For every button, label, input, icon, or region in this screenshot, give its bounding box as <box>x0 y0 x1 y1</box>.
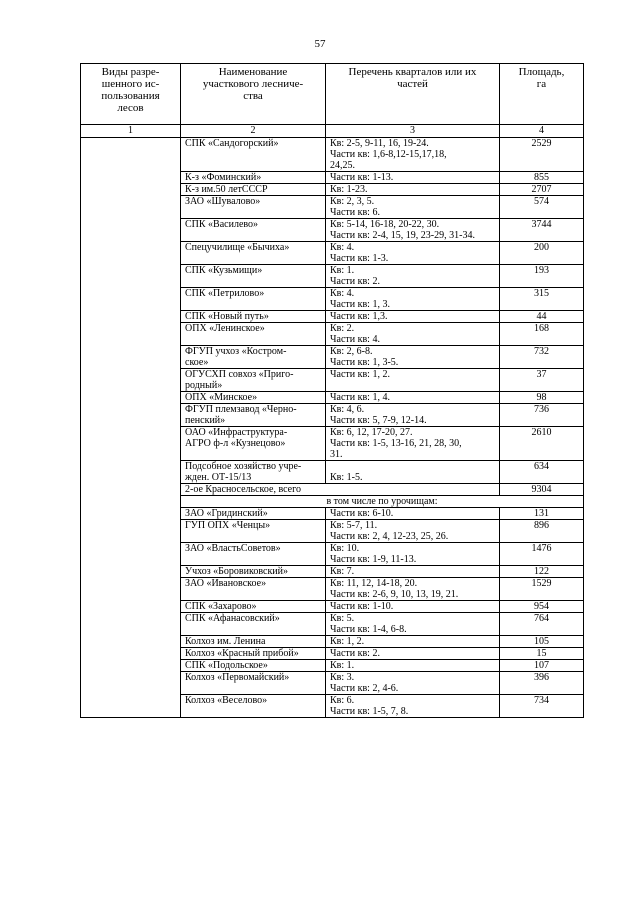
forestry-name-cell <box>181 508 326 520</box>
quarters-cell <box>326 672 500 695</box>
quarters-cell <box>326 508 500 520</box>
area-cell: 764 <box>500 613 584 636</box>
text-line: Части кв: 5, 7-9, 12-14. <box>330 415 427 426</box>
header-line: ства <box>243 90 263 102</box>
text-line: Части кв: 1,3. <box>330 311 388 322</box>
header-line: участкового лесниче- <box>202 78 304 90</box>
forestry-name-cell <box>181 172 326 184</box>
text-line: Части кв: 2, 4-6. <box>330 683 399 694</box>
quarters-cell <box>326 184 500 196</box>
text-line: Части кв: 2-4, 15, 19, 23-29, 31-34. <box>330 230 475 241</box>
area-cell: 107 <box>500 660 584 672</box>
header-area <box>500 64 584 125</box>
text-line: ЗАО «ВластьСоветов» <box>185 543 281 554</box>
text-line: Учхоз «Боровиковский» <box>185 566 289 577</box>
forestry-name-cell <box>181 242 326 265</box>
area-cell: 2529 <box>500 138 584 172</box>
text-line: Кв: 2-5, 9-11, 16, 19-24. <box>330 138 429 149</box>
text-line: СПК «Василево» <box>185 219 259 230</box>
text-line: ЗАО «Шувалово» <box>185 196 261 207</box>
forestry-name-cell <box>181 613 326 636</box>
area-cell: 736 <box>500 404 584 427</box>
text-line: Части кв: 1-5, 7, 8. <box>330 706 409 717</box>
text-line: Кв: 5-14, 16-18, 20-22, 30. <box>330 219 440 230</box>
text-line: Кв: 5-7, 11. <box>330 520 378 531</box>
text-line: ОПХ «Ленинское» <box>185 323 265 334</box>
area-cell: 1529 <box>500 578 584 601</box>
quarters-cell <box>326 138 500 172</box>
total-label-cell: 2-ое Красносельское, всего <box>181 484 500 496</box>
area-cell: 193 <box>500 265 584 288</box>
text-line: родный» <box>185 380 223 391</box>
text-line: Части кв: 6. <box>330 207 380 218</box>
header-line: шенного ис- <box>101 78 160 90</box>
header-quarters <box>326 64 500 125</box>
forestry-name-cell <box>181 636 326 648</box>
area-cell: 168 <box>500 323 584 346</box>
text-line: Кв: 2, 6-8. <box>330 346 373 357</box>
text-line: ГУП ОПХ «Ченцы» <box>185 520 271 531</box>
quarters-cell <box>326 566 500 578</box>
area-cell: 396 <box>500 672 584 695</box>
forestry-name-cell <box>181 660 326 672</box>
text-line: СПК «Сандогорский» <box>185 138 279 149</box>
text-line: Колхоз «Веселово» <box>185 695 268 706</box>
column-number-row <box>81 125 584 138</box>
text-line: Колхоз «Первомайский» <box>185 672 290 683</box>
header-use-type <box>81 64 181 125</box>
column-number: 1 <box>81 125 181 138</box>
area-cell: 105 <box>500 636 584 648</box>
quarters-cell <box>326 219 500 242</box>
quarters-cell <box>326 265 500 288</box>
text-line: Части кв: 1, 3-5. <box>330 357 399 368</box>
text-line: Кв: 1, 2. <box>330 636 365 647</box>
text-line: Колхоз им. Ленина <box>185 636 266 647</box>
forestry-name-cell <box>181 369 326 392</box>
use-type-cell <box>81 138 181 718</box>
forestry-name-cell <box>181 288 326 311</box>
text-line: Кв: 1. <box>330 265 355 276</box>
quarters-cell <box>326 601 500 613</box>
text-line: СПК «Подольское» <box>185 660 268 671</box>
table-row <box>81 138 584 172</box>
area-cell: 131 <box>500 508 584 520</box>
area-cell: 732 <box>500 346 584 369</box>
header-line: га <box>536 78 547 90</box>
text-line: жден. ОТ-15/13 <box>185 472 252 483</box>
quarters-cell <box>326 695 500 718</box>
quarters-cell <box>326 311 500 323</box>
text-line: 24,25. <box>330 160 355 171</box>
quarters-cell <box>326 172 500 184</box>
quarters-cell <box>326 648 500 660</box>
area-cell: 37 <box>500 369 584 392</box>
text-line: Кв: 7. <box>330 566 355 577</box>
text-line: Кв: 10. <box>330 543 360 554</box>
text-line: Части кв: 1, 4. <box>330 392 390 403</box>
forestry-name-cell <box>181 578 326 601</box>
text-line: Части кв: 4. <box>330 334 380 345</box>
table-body <box>81 138 584 718</box>
forestry-name-cell <box>181 404 326 427</box>
text-line: Части кв: 2, 4, 12-23, 25, 26. <box>330 531 449 542</box>
text-line: Части кв: 1-13. <box>330 172 394 183</box>
column-number: 2 <box>181 125 326 138</box>
text-line: ФГУП племзавод «Черно- <box>185 404 297 415</box>
text-line: Части кв: 1-9, 11-13. <box>330 554 417 565</box>
text-line: ЗАО «Ивановское» <box>185 578 267 589</box>
quarters-cell <box>326 392 500 404</box>
quarters-cell <box>326 404 500 427</box>
text-line: Части кв: 1-4, 6-8. <box>330 624 407 635</box>
text-line: Части кв: 1-3. <box>330 253 389 264</box>
area-cell: 98 <box>500 392 584 404</box>
text-line: ское» <box>185 357 209 368</box>
text-line: Колхоз «Красный прибой» <box>185 648 299 659</box>
header-line: пользования <box>101 90 160 102</box>
text-line: Кв: 4. <box>330 242 355 253</box>
forest-table <box>80 63 584 718</box>
text-line: Части кв: 2-6, 9, 10, 13, 19, 21. <box>330 589 459 600</box>
text-line: Части кв: 1, 2. <box>330 369 390 380</box>
header-line: Наименование <box>218 66 288 78</box>
text-line: СПК «Петрилово» <box>185 288 265 299</box>
text-line: Части кв: 2. <box>330 276 380 287</box>
text-line: Кв: 2. <box>330 323 355 334</box>
area-cell: 1476 <box>500 543 584 566</box>
text-line: Части кв: 1,6-8,12-15,17,18, <box>330 149 447 160</box>
text-line: К-з «Фоминский» <box>185 172 262 183</box>
forestry-name-cell <box>181 346 326 369</box>
text-line: Кв: 11, 12, 14-18, 20. <box>330 578 418 589</box>
forestry-name-cell <box>181 543 326 566</box>
quarters-cell <box>326 288 500 311</box>
text-line: 31. <box>330 449 343 460</box>
header-row <box>81 64 584 125</box>
text-line: Кв: 2, 3, 5. <box>330 196 375 207</box>
area-cell: 9304 <box>500 484 584 496</box>
forestry-name-cell <box>181 566 326 578</box>
area-cell: 3744 <box>500 219 584 242</box>
quarters-cell <box>326 346 500 369</box>
page-number: 57 <box>314 38 326 50</box>
area-cell: 315 <box>500 288 584 311</box>
area-cell: 2610 <box>500 427 584 461</box>
header-line: лесов <box>117 102 144 114</box>
forestry-name-cell <box>181 323 326 346</box>
forestry-name-cell <box>181 219 326 242</box>
quarters-cell <box>326 242 500 265</box>
area-cell: 15 <box>500 648 584 660</box>
text-line: Части кв: 2. <box>330 648 380 659</box>
header-line: Площадь, <box>518 66 565 78</box>
forestry-name-cell <box>181 672 326 695</box>
text-line: ОПХ «Минское» <box>185 392 258 403</box>
quarters-cell <box>326 613 500 636</box>
header-line: Перечень кварталов или их <box>348 66 477 78</box>
quarters-cell <box>326 196 500 219</box>
column-number: 3 <box>326 125 500 138</box>
text-line: Части кв: 6-10. <box>330 508 394 519</box>
area-cell: 855 <box>500 172 584 184</box>
text-line: Части кв: 1-5, 13-16, 21, 28, 30, <box>330 438 462 449</box>
forestry-name-cell <box>181 311 326 323</box>
text-line: АГРО ф-л «Кузнецово» <box>185 438 286 449</box>
text-line: СПК «Кузьмищи» <box>185 265 263 276</box>
area-cell: 634 <box>500 461 584 484</box>
text-line: ЗАО «Гридинский» <box>185 508 268 519</box>
column-number: 4 <box>500 125 584 138</box>
text-line: Кв: 6, 12, 17-20, 27. <box>330 427 413 438</box>
forestry-name-cell <box>181 461 326 484</box>
area-cell: 200 <box>500 242 584 265</box>
forestry-name-cell <box>181 138 326 172</box>
quarters-cell <box>326 323 500 346</box>
text-line: СПК «Захарово» <box>185 601 257 612</box>
text-line: СПК «Афанасовский» <box>185 613 280 624</box>
forestry-name-cell <box>181 265 326 288</box>
forestry-name-cell <box>181 184 326 196</box>
header-line: Виды разре- <box>101 66 160 78</box>
header-forestry-name <box>181 64 326 125</box>
text-line: Спецучилище «Бычиха» <box>185 242 290 253</box>
text-line: Части кв: 1, 3. <box>330 299 390 310</box>
forestry-name-cell <box>181 520 326 543</box>
area-cell: 44 <box>500 311 584 323</box>
text-line: Кв: 5. <box>330 613 355 624</box>
quarters-cell <box>326 369 500 392</box>
forestry-name-cell <box>181 695 326 718</box>
text-line: Кв: 1-23. <box>330 184 368 195</box>
text-line: Кв: 3. <box>330 672 355 683</box>
quarters-cell <box>326 427 500 461</box>
area-cell: 574 <box>500 196 584 219</box>
area-cell: 122 <box>500 566 584 578</box>
text-line: пенский» <box>185 415 226 426</box>
text-line: ФГУП учхоз «Костром- <box>185 346 287 357</box>
area-cell: 734 <box>500 695 584 718</box>
text-line: Кв: 1-5. <box>330 472 363 483</box>
forestry-name-cell <box>181 601 326 613</box>
quarters-cell <box>326 520 500 543</box>
forestry-name-cell <box>181 648 326 660</box>
forestry-name-cell <box>181 392 326 404</box>
text-line: К-з им.50 летСССР <box>185 184 268 195</box>
quarters-cell <box>326 660 500 672</box>
quarters-cell <box>326 543 500 566</box>
text-line: Кв: 4. <box>330 288 355 299</box>
text-line: ОГУСХП совхоз «Приго- <box>185 369 294 380</box>
text-line: Подсобное хозяйство учре- <box>185 461 302 472</box>
text-line: Кв: 4, 6. <box>330 404 365 415</box>
area-cell: 896 <box>500 520 584 543</box>
text-line: СПК «Новый путь» <box>185 311 269 322</box>
area-cell: 2707 <box>500 184 584 196</box>
subheading-cell: в том числе по урочищам: <box>181 496 584 508</box>
quarters-cell <box>326 636 500 648</box>
forestry-name-cell <box>181 427 326 461</box>
quarters-cell <box>326 461 500 484</box>
forestry-name-cell <box>181 196 326 219</box>
header-line: частей <box>397 78 428 90</box>
text-line: Кв: 1. <box>330 660 355 671</box>
text-line: Части кв: 1-10. <box>330 601 394 612</box>
text-line: ОАО «Инфраструктура- <box>185 427 288 438</box>
area-cell: 954 <box>500 601 584 613</box>
quarters-cell <box>326 578 500 601</box>
text-line: Кв: 6. <box>330 695 355 706</box>
text-line <box>330 461 495 472</box>
